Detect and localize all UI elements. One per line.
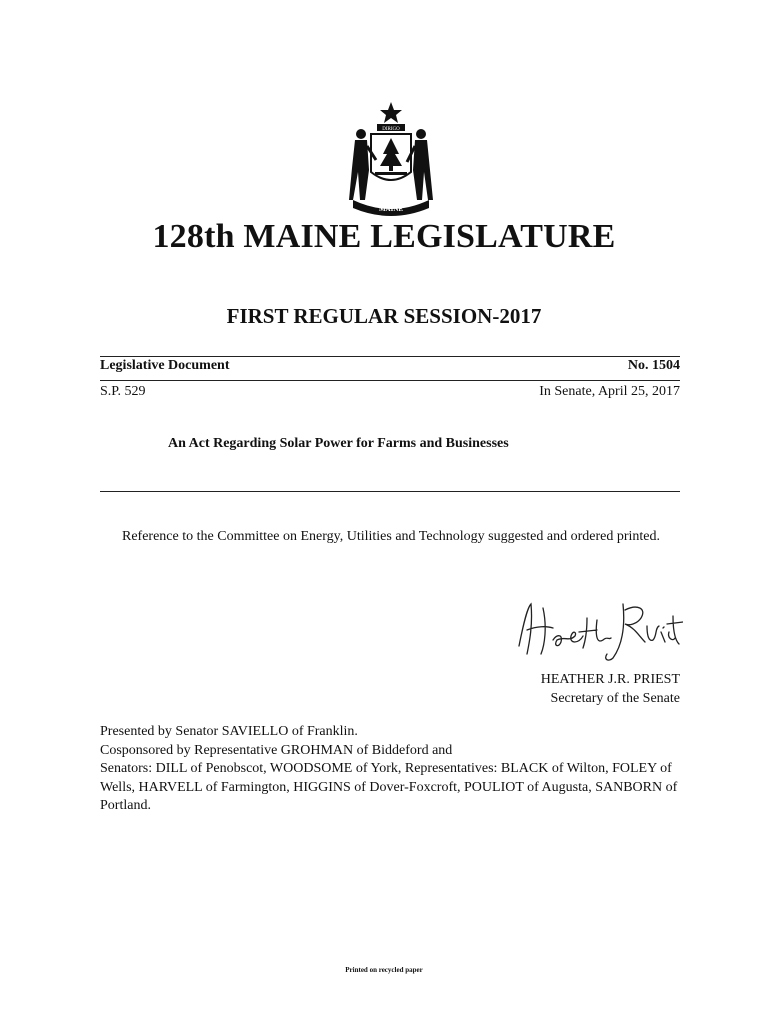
- sponsors-block: [100, 723, 680, 816]
- presented-by: Presented by Senator SAVIELLO of Franklin.: [100, 724, 358, 739]
- divider: [100, 380, 680, 381]
- svg-text:DIRIGO: DIRIGO: [382, 127, 400, 132]
- secretary-name: HEATHER J.R. PRIEST: [540, 672, 680, 687]
- secretary-title: Secretary of the Senate: [550, 691, 680, 706]
- act-title: An Act Regarding Solar Power for Farms and Businesses: [168, 436, 509, 451]
- session-title: FIRST REGULAR SESSION-2017: [226, 304, 542, 328]
- senate-date: In Senate, April 25, 2017: [539, 384, 680, 399]
- maine-state-seal: [343, 100, 439, 218]
- committee-reference: Reference to the Committee on Energy, Utilities and Technology suggested and ordered printed.: [122, 529, 661, 544]
- divider: [100, 356, 680, 357]
- legislature-title: 128th MAINE LEGISLATURE: [152, 218, 616, 255]
- secretary-signature: [513, 596, 683, 666]
- svg-text:MAINE: MAINE: [378, 205, 404, 213]
- sp-number: S.P. 529: [100, 384, 146, 399]
- document-number: No. 1504: [627, 358, 680, 373]
- secretary-block: [430, 670, 680, 708]
- other-sponsors: Senators: DILL of Penobscot, WOODSOME of York, Representatives: BLACK of Wilton, FOLEY of Wells, HARVELL of Farmington, HIGGINS of Dover-Foxcroft, POULIOT of Augusta, SANBORN of Portland.: [100, 761, 678, 813]
- divider: [100, 491, 680, 492]
- recycled-paper-note: Printed on recycled paper: [345, 966, 423, 974]
- legislative-document-label: Legislative Document: [100, 358, 230, 373]
- cosponsored-by: Cosponsored by Representative GROHMAN of Biddeford and: [100, 742, 453, 758]
